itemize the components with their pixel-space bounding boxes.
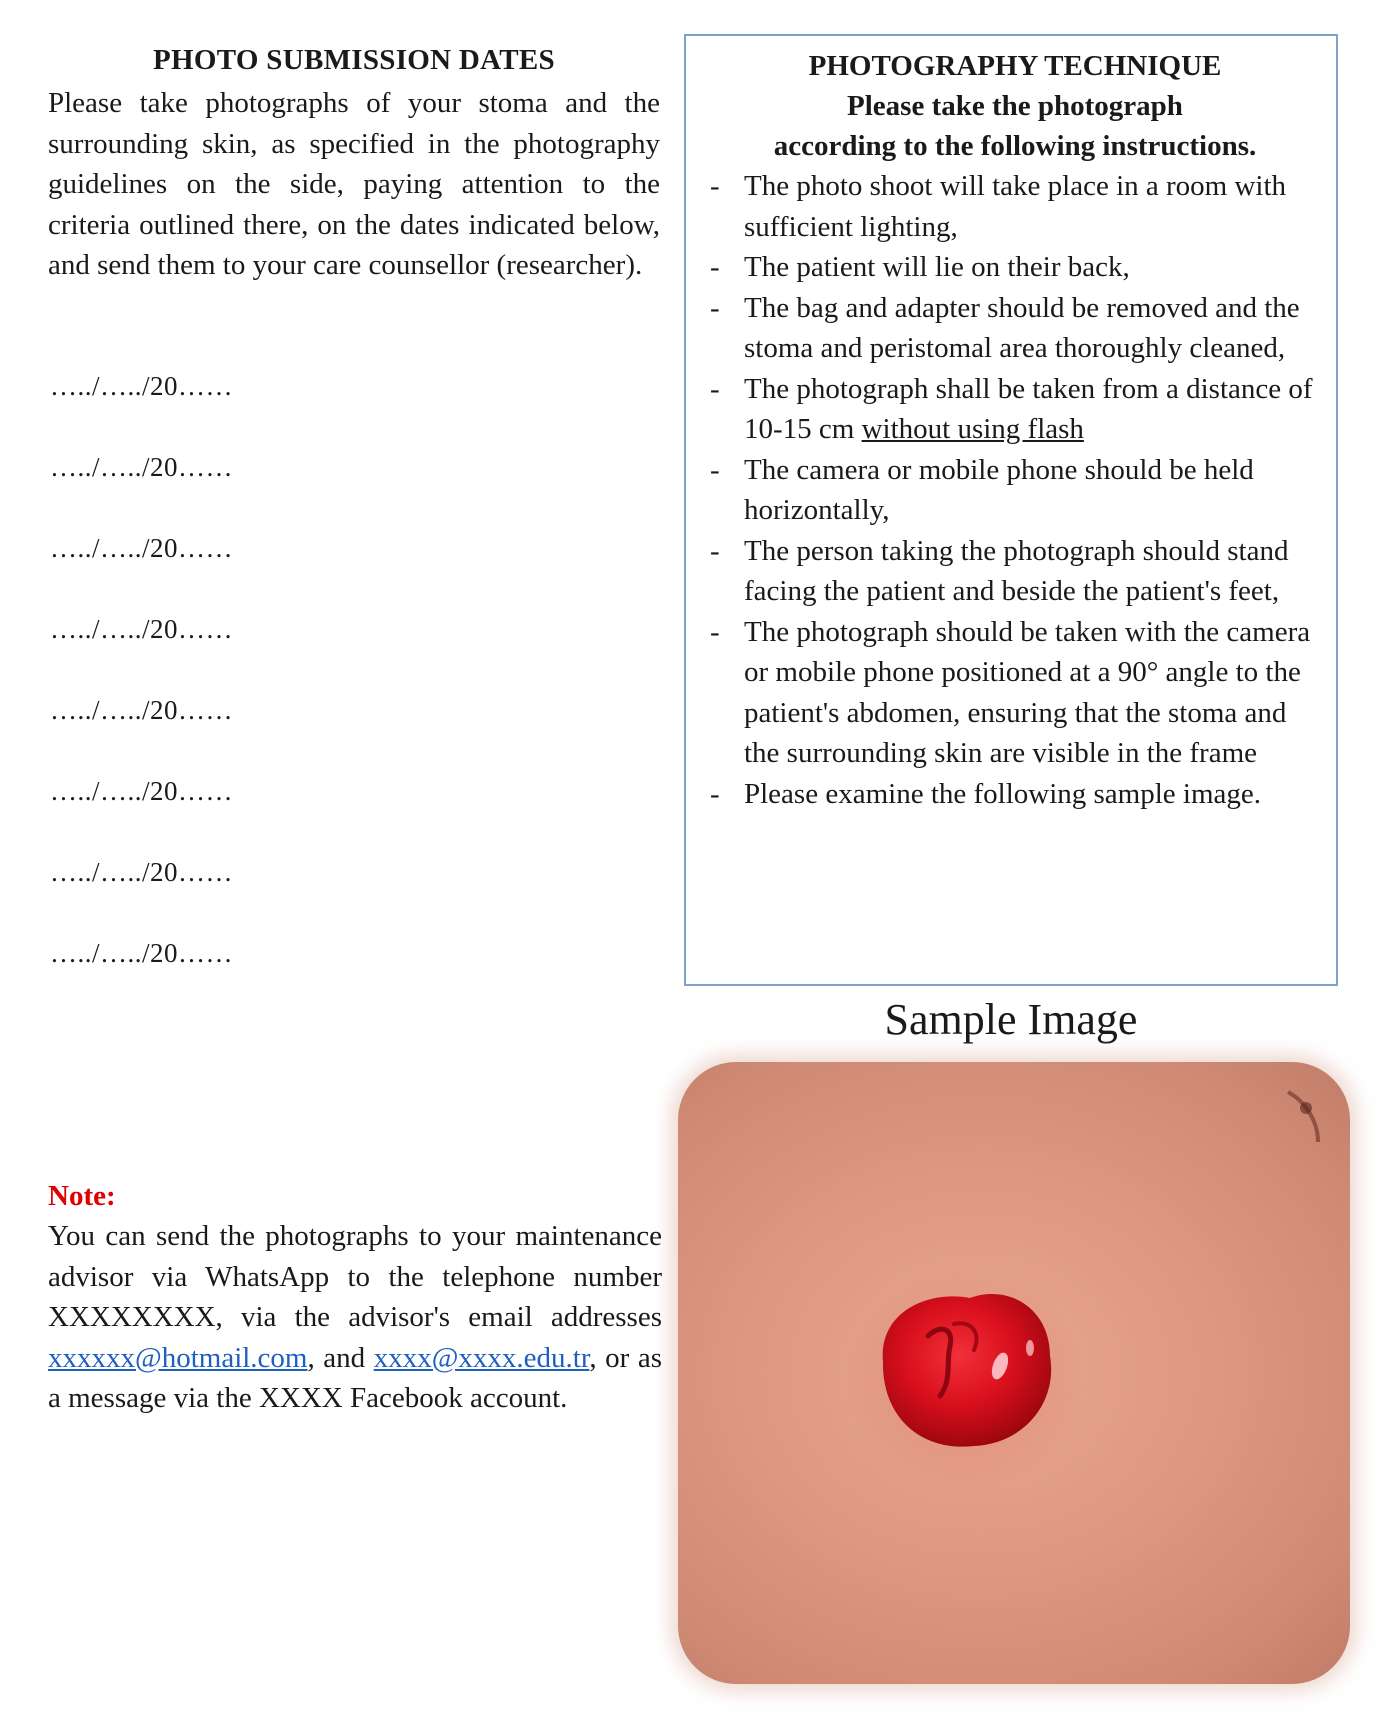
list-item: [704, 166, 1326, 247]
step-text: The bag and adapter should be removed and the stoma and peristomal area thoroughly cleaned,: [744, 291, 1300, 364]
stoma-illustration: [678, 1062, 1350, 1684]
list-item: [704, 247, 1326, 288]
bullet-dash: -: [710, 372, 720, 405]
technique-box: [684, 34, 1338, 986]
step-text: Please examine the following sample image.: [744, 777, 1262, 810]
technique-steps: [704, 166, 1326, 814]
date-line: …../…../20……: [50, 452, 234, 482]
list-item: [704, 531, 1326, 612]
step-text: The photo shoot will take place in a room with sufficient lighting,: [744, 170, 1287, 243]
bullet-dash: -: [710, 170, 720, 202]
date-line: …../…../20……: [50, 857, 234, 887]
bullet-dash: -: [710, 777, 720, 810]
skin-scar: [1288, 1092, 1318, 1142]
email-link-edu[interactable]: xxxx@xxxx.edu.tr: [373, 1341, 590, 1374]
list-item: [704, 288, 1326, 369]
bullet-dash: -: [710, 453, 720, 486]
note-text-part: , or as a message via the XXXX Facebook account.: [48, 1341, 662, 1414]
bullet-dash: -: [710, 534, 720, 567]
date-line: …../…../20……: [50, 938, 234, 968]
date-line: …../…../20……: [50, 695, 234, 725]
date-line: …../…../20……: [50, 371, 234, 401]
note-text-part: , and: [307, 1341, 374, 1374]
sample-stoma-photo: [678, 1062, 1350, 1684]
date-line: …../…../20……: [50, 776, 234, 806]
date-line: …../…../20……: [50, 533, 234, 563]
sample-image-title: Sample Image: [884, 995, 1138, 1044]
date-line: …../…../20……: [50, 614, 234, 644]
note-label: Note:: [48, 1180, 116, 1212]
bullet-dash: -: [710, 291, 720, 324]
stoma-highlight: [1026, 1340, 1034, 1356]
stoma: [883, 1294, 1052, 1447]
note-text: [48, 1216, 662, 1419]
note-text-part: You can send the photographs to your maintenance advisor via WhatsApp to the telephone number XXXXXXXX, via the advisor's email addresses: [48, 1220, 662, 1333]
submission-section: [48, 44, 660, 286]
bullet-dash: -: [710, 615, 720, 648]
technique-subtitle: according to the following instructions.: [773, 130, 1257, 162]
technique-title: PHOTOGRAPHY TECHNIQUE: [808, 50, 1222, 82]
step-text: The photograph shall be taken from a distance of 10-15 cm: [744, 372, 1313, 445]
step-text: The patient will lie on their back,: [744, 251, 1130, 283]
list-item: [704, 612, 1326, 774]
date-list: [50, 366, 233, 1014]
flash-warning: without using flash: [861, 413, 1084, 445]
list-item: [704, 369, 1326, 450]
bullet-dash: -: [710, 251, 720, 283]
skin-mark: [1300, 1102, 1312, 1114]
list-item: [704, 450, 1326, 531]
step-text: The camera or mobile phone should be held horizontally,: [744, 453, 1254, 526]
list-item: [704, 774, 1326, 815]
technique-subtitle: Please take the photograph: [847, 90, 1183, 122]
step-text: The photograph should be taken with the camera or mobile phone positioned at a 90° angle to the patient's abdomen, ensuring that the stoma and the surrounding skin are visible in the frame: [744, 615, 1311, 769]
note-section: [48, 1176, 662, 1419]
step-text: The person taking the photograph should stand facing the patient and beside the patient's feet,: [744, 534, 1289, 607]
email-link-hotmail[interactable]: xxxxxx@hotmail.com: [48, 1341, 308, 1374]
submission-title: PHOTO SUBMISSION DATES: [153, 44, 555, 76]
submission-instructions: Please take photographs of your stoma and the surrounding skin, as specified in the photography guidelines on the side, paying attention to the criteria outlined there, on the dates indicated below, and send them to your care counsellor (researcher).: [48, 87, 660, 281]
